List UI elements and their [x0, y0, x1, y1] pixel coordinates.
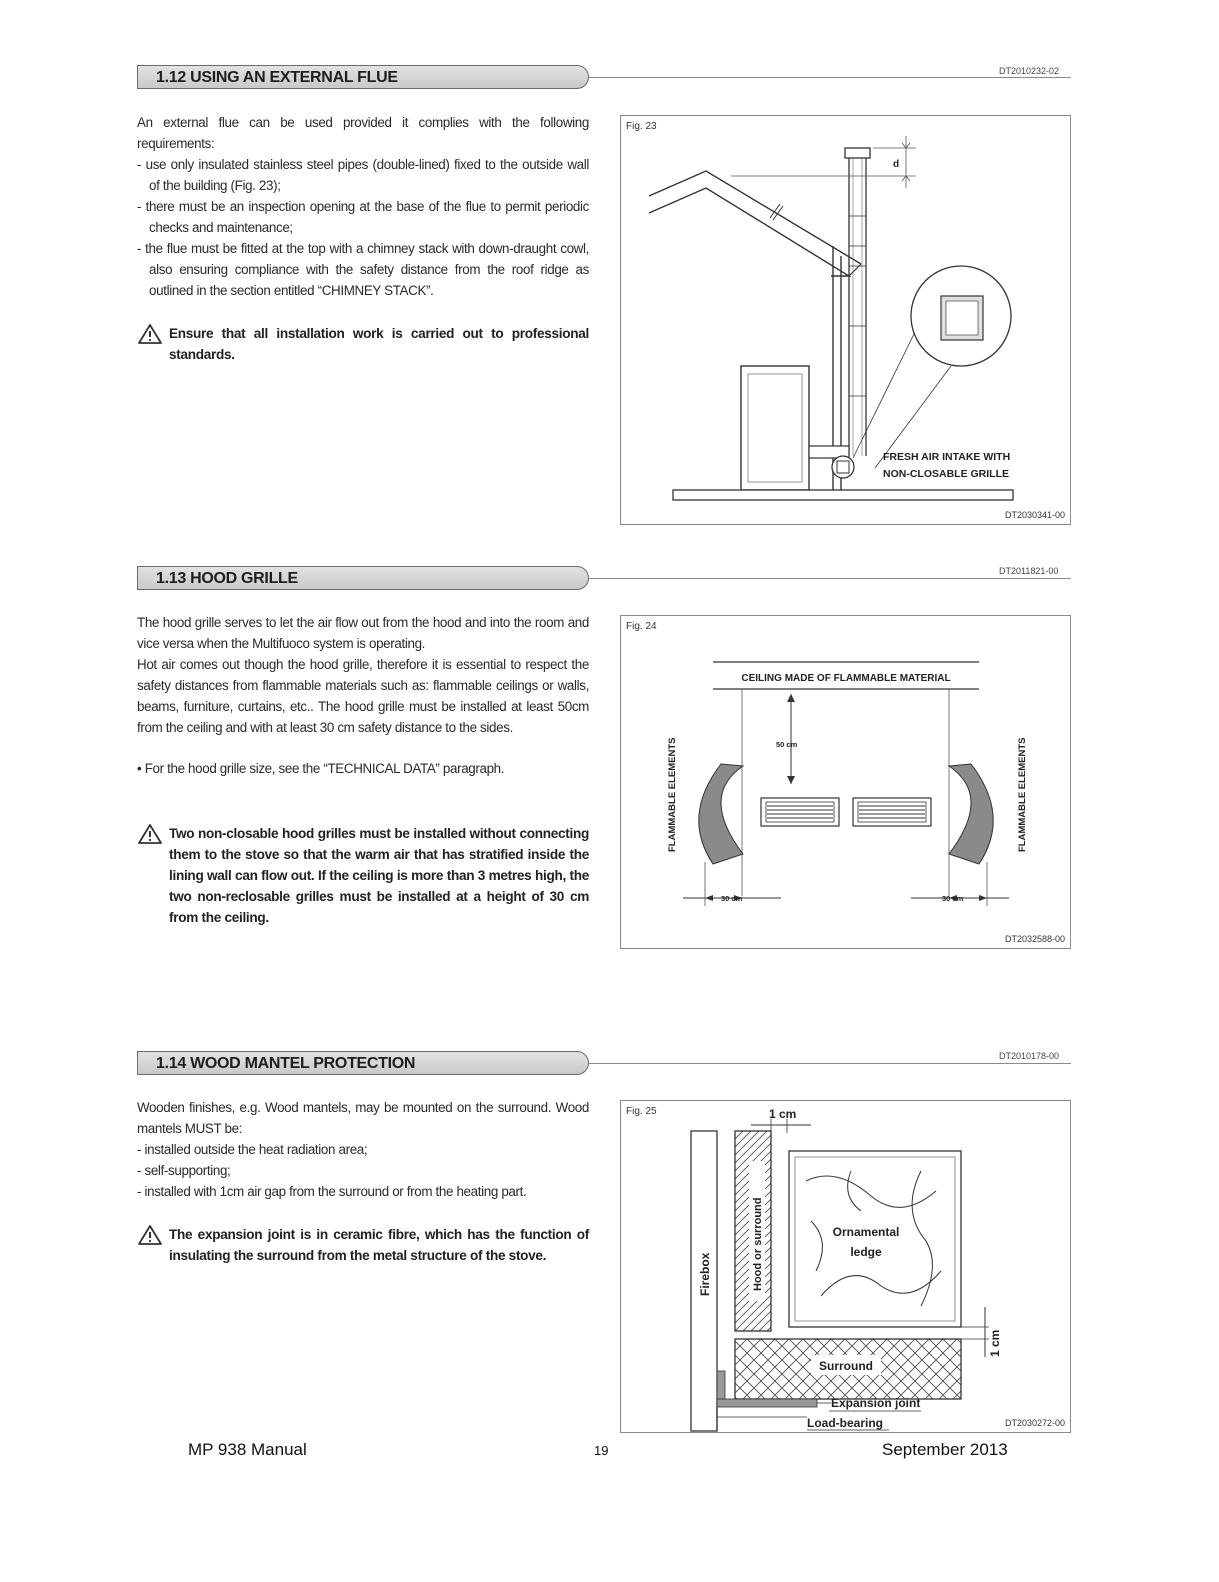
list-item: - self-supporting;	[137, 1163, 231, 1178]
warning-note	[137, 823, 589, 928]
warning-icon	[137, 1224, 163, 1246]
footer-manual-title: MP 938 Manual	[188, 1440, 307, 1459]
warning-icon	[137, 323, 163, 345]
top-distance-label: 50 cm	[776, 740, 798, 749]
list-item: - the flue must be fitted at the top with a chimney stack with down-draught cowl, also ensuring compliance with the safety distance from the roof ridge as outlined in the section entitled “CHIMNEY STACK”.	[137, 241, 589, 298]
firebox-label: Firebox	[698, 1252, 712, 1296]
figure-label: Fig. 23	[626, 121, 657, 132]
section-ref-code: DT2010178-00	[999, 1051, 1060, 1061]
load-bearing-label: Load-bearing	[807, 1416, 884, 1430]
figure-25	[620, 1100, 1071, 1433]
section-body-hood-grille	[137, 612, 589, 779]
right-side-label: FLAMMABLE ELEMENTS	[1017, 737, 1028, 852]
joint-label: Expansion joint	[831, 1396, 921, 1410]
wood-mantel-diagram	[621, 1101, 1072, 1434]
section-rule	[589, 1063, 1071, 1064]
section-ref-code: DT2010232-02	[999, 66, 1060, 76]
figure-ref-code: DT2030272-00	[1004, 1418, 1065, 1428]
section-title-external-flue: 1.12 USING AN EXTERNAL FLUE	[137, 65, 589, 89]
ledge-label-line-1: Ornamental	[832, 1225, 900, 1239]
paragraph: Wooden finishes, e.g. Wood mantels, may be mounted on the surround. Wood mantels MUST be:	[137, 1100, 589, 1136]
surround-label: Surround	[819, 1359, 873, 1373]
footer-page-number: 19	[594, 1443, 609, 1458]
hood-label: Hood or surround	[752, 1197, 764, 1291]
warning-text: Two non-closable hood grilles must be installed without connecting them to the stove so that the warm air that has stratified inside the lining wall can flow out. If the ceiling is more than 3 metres high, the two non-reclosable grilles must be installed at a height of 30 cm from the ceiling.	[169, 826, 589, 925]
left-side-label: FLAMMABLE ELEMENTS	[667, 737, 678, 852]
figure-24	[620, 615, 1071, 949]
warning-text: The expansion joint is in ceramic fibre, which has the function of insulating the surround from the metal structure of the stove.	[169, 1227, 589, 1263]
top-gap-label: 1 cm	[769, 1107, 797, 1121]
left-distance-label: 30 cm	[721, 894, 743, 903]
figure-ref-code: DT2032588-00	[1004, 934, 1065, 944]
list-item: - use only insulated stainless steel pipes (double-lined) fixed to the outside wall of the building (Fig. 23);	[137, 157, 589, 193]
figure-ref-code: DT2030341-00	[1004, 510, 1065, 520]
hood-grille-diagram	[621, 616, 1072, 950]
dimension-d-label: d	[893, 159, 900, 170]
ceiling-label: CEILING MADE OF FLAMMABLE MATERIAL	[741, 673, 951, 684]
callout-line-1: FRESH AIR INTAKE WITH	[883, 451, 1011, 463]
right-distance-label: 30 cm	[942, 894, 964, 903]
section-body-wood-mantel	[137, 1097, 589, 1202]
warning-text: Ensure that all installation work is carried out to professional standards.	[169, 326, 589, 362]
warning-note	[137, 1224, 589, 1266]
paragraph: Hot air comes out though the hood grille, therefore it is essential to respect the safety distances from flammable materials such as: flammable ceilings or walls, beams, furniture, curtains, etc.. The hood grille must be installed at least 50cm from the ceiling and with at least 30 cm safety distance to the sides.	[137, 657, 589, 735]
figure-label: Fig. 24	[626, 621, 657, 632]
paragraph: An external flue can be used provided it complies with the following requirements:	[137, 115, 589, 151]
side-gap-label: 1 cm	[988, 1329, 1002, 1357]
figure-23	[620, 115, 1071, 525]
section-title-wood-mantel: 1.14 WOOD MANTEL PROTECTION	[137, 1051, 589, 1075]
warning-icon	[137, 823, 163, 845]
paragraph: • For the hood grille size, see the “TECHNICAL DATA” paragraph.	[137, 761, 505, 776]
section-rule	[589, 77, 1071, 78]
external-flue-diagram	[621, 116, 1072, 526]
list-item: - there must be an inspection opening at the base of the flue to permit periodic checks and maintenance;	[137, 199, 589, 235]
warning-note	[137, 323, 589, 365]
list-item: - installed with 1cm air gap from the surround or from the heating part.	[137, 1184, 527, 1199]
ledge-label-line-2: ledge	[850, 1245, 882, 1259]
section-ref-code: DT2011821-00	[999, 566, 1059, 576]
list-item: - installed outside the heat radiation area;	[137, 1142, 368, 1157]
section-title-hood-grille: 1.13 HOOD GRILLE	[137, 566, 589, 590]
section-body-external-flue	[137, 112, 589, 301]
paragraph: The hood grille serves to let the air flow out from the hood and into the room and vice versa when the Multifuoco system is operating.	[137, 615, 589, 651]
footer-date: September 2013	[882, 1440, 1008, 1459]
section-rule	[589, 578, 1071, 579]
callout-line-2: NON-CLOSABLE GRILLE	[883, 468, 1009, 480]
figure-label: Fig. 25	[626, 1106, 657, 1117]
